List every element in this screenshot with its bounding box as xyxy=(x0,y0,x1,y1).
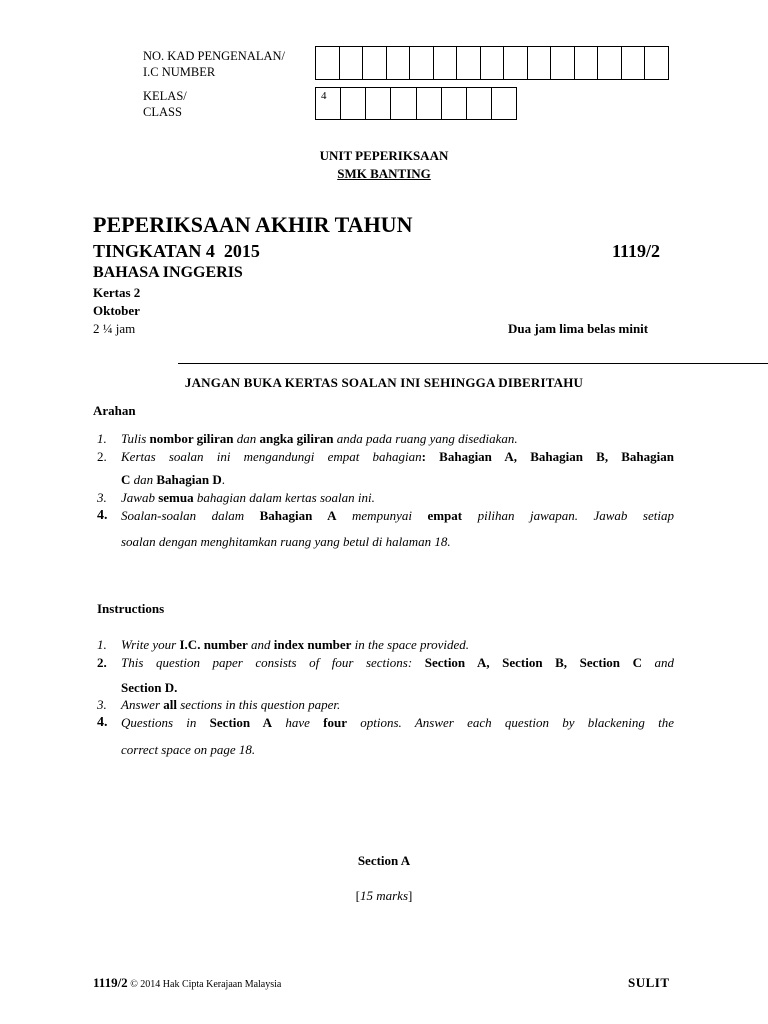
arahan-item-2-cont: C dan Bahagian D. xyxy=(121,472,226,487)
ic-box[interactable] xyxy=(457,47,481,79)
exam-form: TINGKATAN 4 2015 xyxy=(93,241,260,261)
class-label-line2: CLASS xyxy=(143,105,182,119)
ic-label-line1: NO. KAD PENGENALAN/ xyxy=(143,49,286,63)
class-box[interactable] xyxy=(341,88,366,119)
instruction-item-4: 4. Questions in Section A have four options. Answer each question by blackening the xyxy=(97,715,674,730)
class-label-line1: KELAS/ xyxy=(143,89,187,103)
instructions-heading: Instructions xyxy=(97,601,165,616)
arahan-list xyxy=(97,430,674,550)
ic-box[interactable] xyxy=(410,47,434,79)
instruction-item-2-cont: Section D. xyxy=(121,680,178,695)
arahan-item-3: 3. Jawab semua bahagian dalam kertas soalan ini. xyxy=(97,490,375,505)
ic-box[interactable] xyxy=(622,47,646,79)
ic-box[interactable] xyxy=(316,47,340,79)
ic-box[interactable] xyxy=(434,47,458,79)
duration: 2 ¼ jam xyxy=(93,321,136,336)
arahan-heading: Arahan xyxy=(93,403,136,418)
unit-name: UNIT PEPERIKSAAN xyxy=(319,148,449,163)
ic-number-label xyxy=(143,48,285,80)
divider-line xyxy=(178,363,768,364)
ic-box[interactable] xyxy=(528,47,552,79)
class-box[interactable] xyxy=(467,88,492,119)
ic-box[interactable] xyxy=(481,47,505,79)
ic-box[interactable] xyxy=(598,47,622,79)
footer-copyright: 1119/2 © 2014 Hak Cipta Kerajaan Malaysia xyxy=(93,975,282,990)
ic-label-line2: I.C NUMBER xyxy=(143,65,216,79)
duration-words: Dua jam lima belas minit xyxy=(508,321,649,336)
arahan-item-4-cont: soalan dengan menghitamkan ruang yang betul di halaman 18. xyxy=(121,534,451,549)
class-box[interactable] xyxy=(442,88,467,119)
section-title: Section A xyxy=(357,853,411,868)
ic-box[interactable] xyxy=(551,47,575,79)
ic-box[interactable] xyxy=(387,47,411,79)
class-box[interactable] xyxy=(366,88,391,119)
instruction-item-4-cont: correct space on page 18. xyxy=(121,742,256,757)
subject-name: BAHASA INGGERIS xyxy=(93,264,243,281)
class-box[interactable] xyxy=(417,88,442,119)
paper-code: 1119/2 xyxy=(612,241,661,261)
class-box[interactable] xyxy=(492,88,516,119)
class-label xyxy=(143,88,187,120)
arahan-item-4: 4. Soalan-soalan dalam Bahagian A mempunyai empat pilihan jawapan. Jawab setiap xyxy=(97,508,674,523)
instruction-item-3: 3. Answer all sections in this question paper. xyxy=(97,697,341,712)
ic-number-boxes[interactable] xyxy=(315,46,669,80)
exam-title: PEPERIKSAAN AKHIR TAHUN xyxy=(93,212,413,237)
school-name: SMK BANTING xyxy=(337,166,431,181)
ic-box[interactable] xyxy=(340,47,364,79)
ic-box[interactable] xyxy=(575,47,599,79)
class-box[interactable] xyxy=(391,88,416,119)
exam-month: Oktober xyxy=(93,303,140,318)
class-box[interactable]: 4 xyxy=(316,88,341,119)
footer-code: 1119/2 xyxy=(93,975,128,990)
paper-number: Kertas 2 xyxy=(93,285,141,300)
arahan-item-2: 2. Kertas soalan ini mengandungi empat bahagian: Bahagian A, Bahagian B, Bahagian xyxy=(97,449,674,464)
section-marks: [15 marks] xyxy=(355,888,413,903)
ic-box[interactable] xyxy=(504,47,528,79)
ic-box[interactable] xyxy=(363,47,387,79)
footer-sulit: SULIT xyxy=(628,975,670,990)
class-boxes[interactable] xyxy=(315,87,517,120)
instruction-item-1: 1. Write your I.C. number and index number in the space provided. xyxy=(97,637,469,652)
instruction-item-2: 2. This question paper consists of four sections: Section A, Section B, Section C and xyxy=(97,655,675,670)
warning-notice: JANGAN BUKA KERTAS SOALAN INI SEHINGGA DIBERITAHU xyxy=(184,375,584,390)
arahan-item-1: 1. Tulis nombor giliran dan angka giliran anda pada ruang yang disediakan. xyxy=(97,431,518,446)
ic-box[interactable] xyxy=(645,47,668,79)
instructions-list xyxy=(97,636,674,758)
